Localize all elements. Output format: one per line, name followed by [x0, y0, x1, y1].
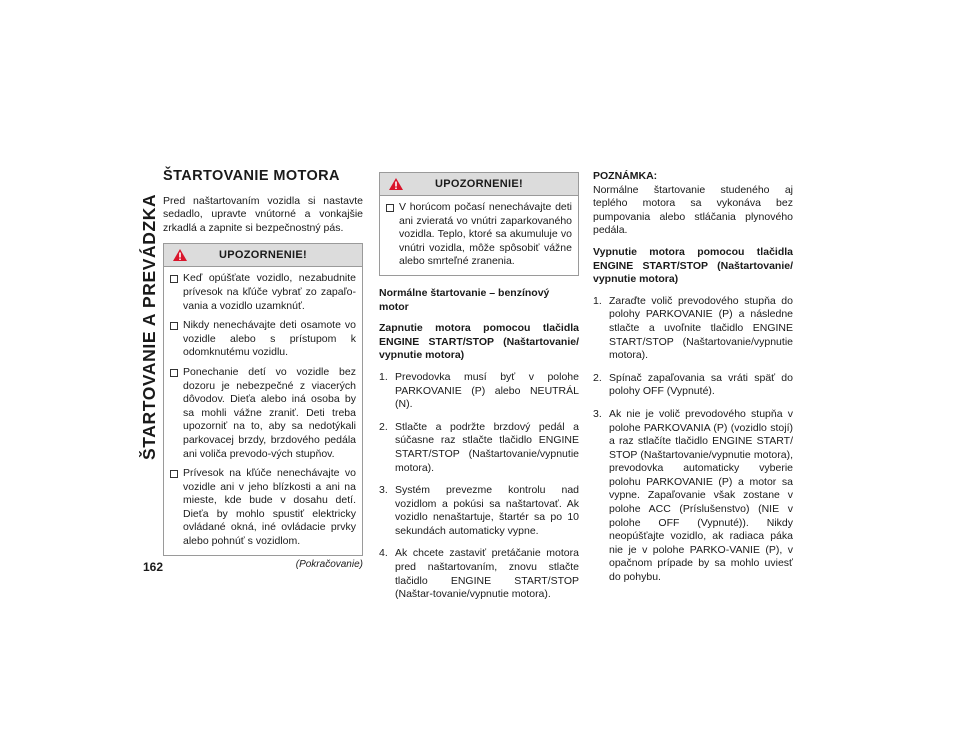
warning-item-text: Prívesok na kľúče nenechávajte vo vozidle ani v jeho blízkosti a ani na mieste, kde bude v dosahu detí. Dieťa by mohlo spustiť elektricky ovládané okná, iné ovládacie prvky alebo pohnúť s vozidlom. — [183, 467, 356, 548]
list-item — [593, 372, 793, 399]
warning-body — [380, 196, 578, 275]
sidebar-section-title — [135, 160, 161, 460]
list-item-number: 2. — [593, 371, 602, 384]
warning-item-text: V horúcom počasí nenechávajte deti ani zvieratá vo vnútri zaparkovaného vozidla. Teplo, ktoré sa akumuluje vo vnútri vozidla, môže spôsobiť vážne alebo smrteľné zranenia. — [399, 201, 572, 268]
section-heading: Vypnutie motora pomocou tlačidla ENGINE START/STOP (Naštartovanie/ vypnutie motora) — [593, 245, 793, 286]
list-item-text: Ak chcete zastaviť pretáčanie motora pred naštartovaním, znovu stlačte tlačidlo ENGINE START/STOP (Naštar-tovanie/vypnutie motora). — [395, 547, 579, 601]
list-item-text: Systém prevezme kontrolu nad vozidlom a pokúsi sa naštartovať. Ak vozidlo nenaštartuje, štartér sa po 10 sekundách automaticky vypne. — [395, 484, 579, 537]
warning-item — [170, 467, 356, 549]
sidebar-section-title-text: ŠTARTOVANIE A PREVÁDZKA — [139, 193, 159, 460]
checkbox-bullet-icon — [170, 275, 178, 283]
list-item-text: Ak nie je volič prevodového stupňa v polohe PARKOVANIA (P) (vozidlo stojí) a raz stlačíte tlačidlo ENGINE START/ STOP (Naštartovanie/vypnutie motora), prevodovka automaticky vyberie polohu PARKOVANIE (P) a motor sa vypne. Zapaľovanie však zostane v polohe ACC (Príslušenstvo) (NIE v polohe OFF (Vypnuté)). Nikdy neopúšťajte vozidlo, ak radiaca páka nie je v polohe PARKO-VANIE (P), v opačnom prípade by sa mohlo uviesť do pohybu. — [609, 407, 793, 584]
checkbox-bullet-icon — [170, 369, 178, 377]
warning-header — [164, 244, 362, 267]
list-item-number: 4. — [379, 547, 388, 560]
subheading: Normálne štartovanie – benzínový motor — [379, 286, 550, 313]
warning-item-text: Keď opúšťate vozidlo, nezabudnite prívesok na kľúče vybrať zo zapaľo-vania a vozidlo uzamknúť. — [183, 272, 356, 312]
list-item — [379, 371, 579, 412]
list-item-number: 3. — [379, 484, 388, 497]
note-text: Normálne štartovanie studeného aj teplého motora sa vykonáva bez pumpovania alebo stláčania plynového pedála. — [593, 183, 793, 237]
warning-item — [170, 366, 356, 461]
list-item — [379, 484, 579, 538]
checkbox-bullet-icon — [386, 204, 394, 212]
list-item-number: 1. — [379, 370, 388, 383]
warning-box — [379, 172, 579, 276]
warning-item-text: Nikdy nenechávajte deti osamote vo vozidle alebo s prístupom k odomknutému vozidlu. — [183, 319, 356, 359]
page-number: 162 — [143, 560, 164, 574]
page-title: ŠTARTOVANIE MOTORA — [163, 168, 340, 184]
column-2 — [379, 172, 579, 611]
warning-triangle-icon — [173, 249, 187, 261]
intro-paragraph: Pred naštartovaním vozidla si nastavte sedadlo, upravte vnútorné a vonkajšie zrkadlá a zapnite si bezpečnostný pás. — [163, 194, 363, 234]
warning-header — [380, 173, 578, 196]
warning-item — [386, 201, 572, 269]
list-item — [379, 421, 579, 475]
warning-box — [163, 243, 363, 555]
checkbox-bullet-icon — [170, 470, 178, 478]
warning-body — [164, 267, 362, 554]
list-item — [379, 547, 579, 601]
list-item-text: Spínač zapaľovania sa vráti späť do polohy OFF (Vypnuté). — [609, 371, 793, 398]
list-item — [593, 295, 793, 363]
warning-title: UPOZORNENIE! — [435, 178, 523, 190]
checkbox-bullet-icon — [170, 322, 178, 330]
list-item-text: Prevodovka musí byť v polohe PARKOVANIE (P) alebo NEUTRÁL (N). — [395, 370, 579, 411]
column-3 — [593, 170, 793, 594]
warning-triangle-icon — [389, 178, 403, 190]
list-item-text: Zaraďte volič prevodového stupňa do polohy PARKOVANIE (P) a následne stlačte a uvoľnite tlačidlo ENGINE START/STOP (Naštartovanie/vypnutie motora). — [609, 294, 793, 362]
list-item — [593, 408, 793, 585]
warning-item — [170, 319, 356, 360]
continued-label: (Pokračovanie) — [295, 558, 363, 570]
list-item-number: 3. — [593, 407, 602, 420]
list-item-text: Stlačte a podržte brzdový pedál a súčasne raz stlačte tlačidlo ENGINE START/STOP (Naštartovanie/vypnutie motora). — [395, 420, 579, 474]
list-item-number: 1. — [593, 294, 602, 307]
column-1 — [163, 170, 363, 571]
list-item-number: 2. — [379, 420, 388, 433]
warning-title: UPOZORNENIE! — [219, 249, 307, 262]
note-label: POZNÁMKA: — [593, 170, 658, 182]
warning-item — [170, 272, 356, 313]
section-heading: Zapnutie motora pomocou tlačidla ENGINE START/STOP (Naštartovanie/ vypnutie motora) — [379, 322, 579, 362]
warning-item-text: Ponechanie detí vo vozidle bez dozoru je nebezpečné z viacerých dôvodov. Dieťa alebo iná osoba by sa mohli vážne zraniť. Deti treba upozorniť na to, aby sa nedotýkali parkovacej brzdy, brzdového pedála ani voliča prevodo-vých stupňov. — [183, 365, 356, 460]
